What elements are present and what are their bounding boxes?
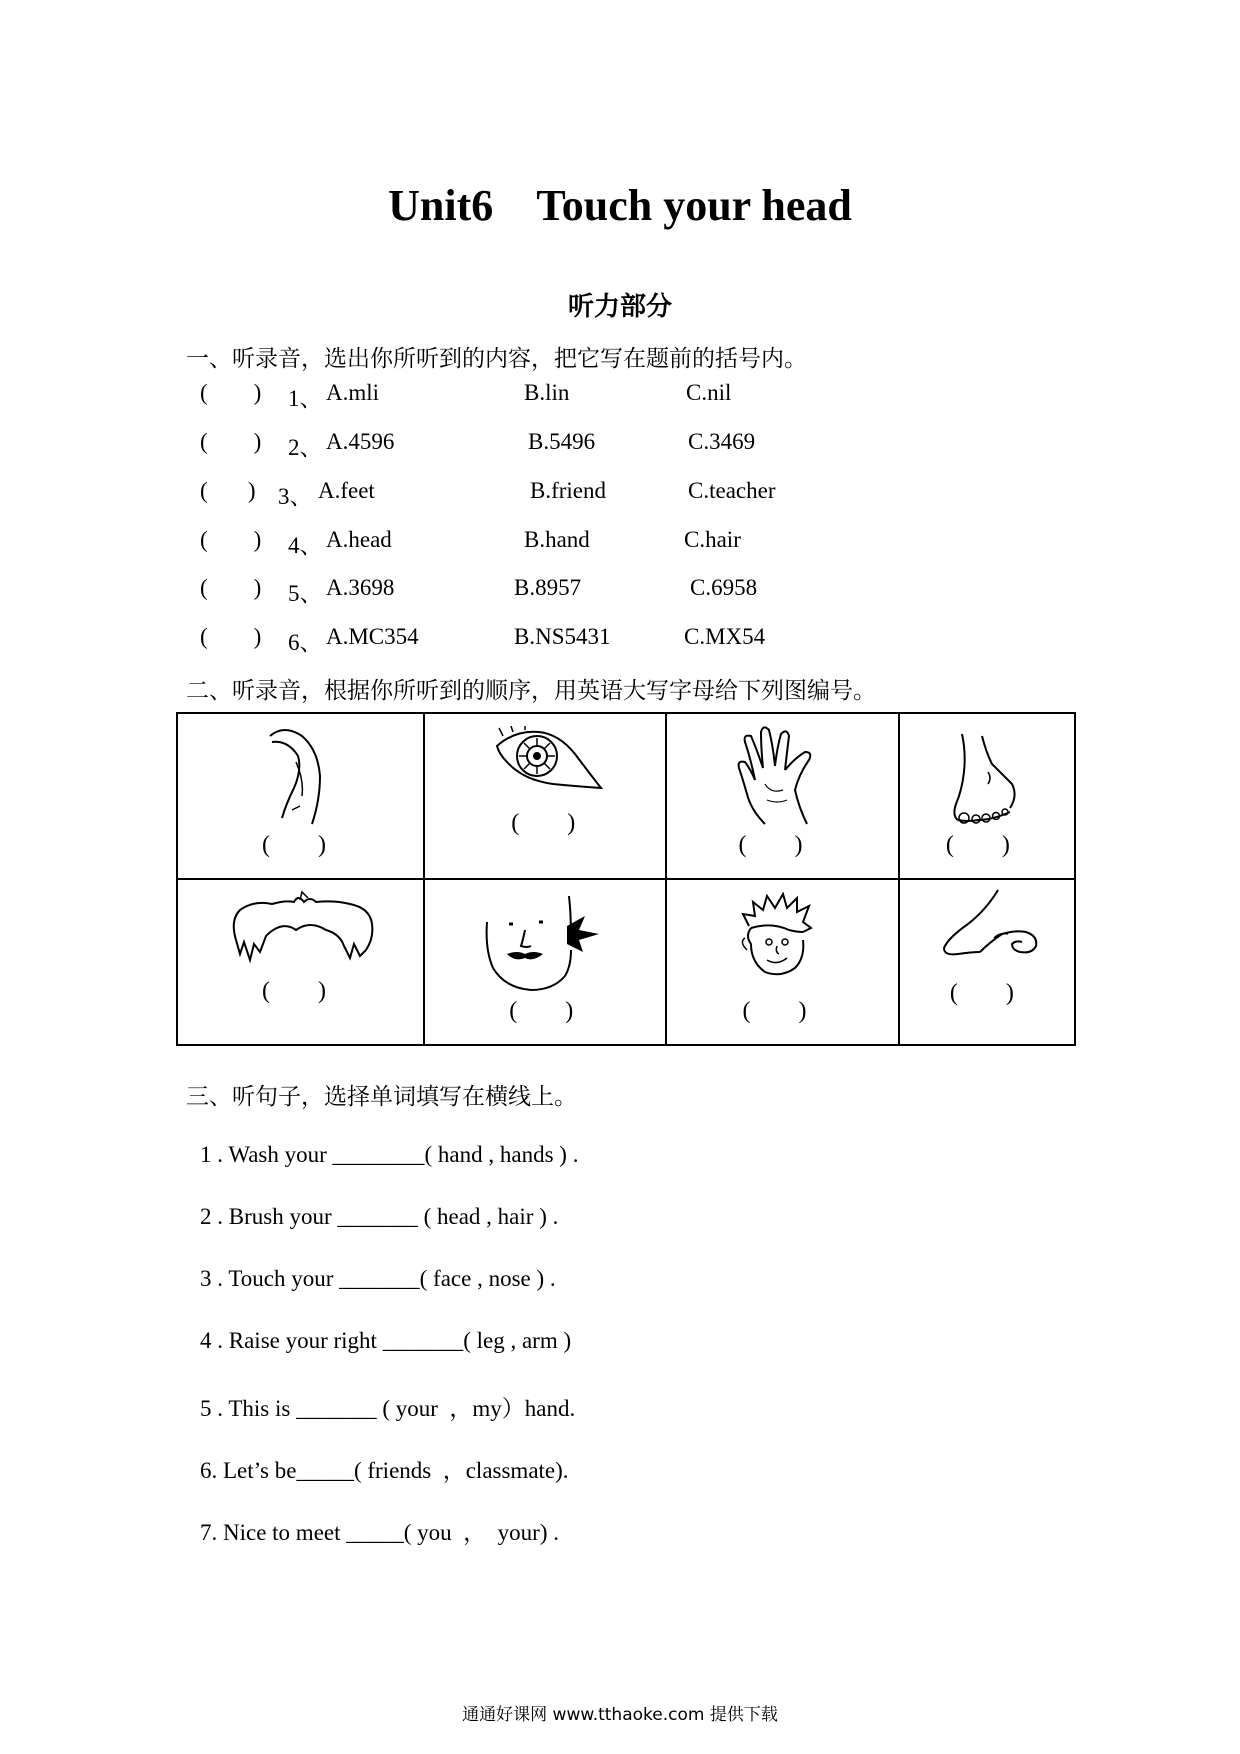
answer-bracket[interactable]: ( )	[200, 478, 256, 503]
picture-cell	[177, 879, 424, 1045]
foot-icon	[948, 732, 1020, 828]
answer-bracket[interactable]: ( )	[738, 832, 803, 858]
question-number: 2、	[288, 435, 323, 460]
option-c: C.nil	[686, 380, 732, 405]
picture-cell	[899, 879, 1075, 1045]
option-b: B.5496	[528, 429, 596, 454]
picture-cell	[899, 713, 1075, 879]
option-a: A.mli	[326, 380, 380, 405]
picture-cell	[424, 879, 665, 1045]
section3-instruction: 三、听句子，选择单词填写在横线上。	[186, 1084, 577, 1110]
question-number: 5、	[288, 581, 323, 606]
answer-bracket[interactable]: ( )	[509, 998, 574, 1024]
section2-instruction: 二、听录音，根据你所听到的顺序，用英语大写字母给下列图编号。	[186, 678, 876, 704]
question-number: 1、	[288, 386, 323, 411]
arm-icon	[262, 724, 342, 826]
answer-bracket[interactable]: ( )	[200, 380, 262, 405]
answer-bracket[interactable]: ( )	[945, 832, 1010, 858]
option-a: A.MC354	[326, 624, 419, 649]
answer-bracket[interactable]: ( )	[200, 527, 262, 552]
answer-bracket[interactable]: ( )	[200, 624, 262, 649]
page-title: Unit6 Touch your head	[388, 181, 852, 230]
option-b: B.friend	[530, 478, 607, 503]
question-number: 6、	[288, 630, 323, 655]
option-b: B.NS5431	[514, 624, 611, 649]
fill-in-sentence[interactable]: 4 . Raise your right _______( leg , arm )	[200, 1328, 572, 1353]
option-a: A.head	[326, 527, 392, 552]
footer-credit: 通通好课网 www.tthaoke.com 提供下载	[462, 1705, 778, 1725]
fill-in-sentence[interactable]: 6. Let’s be_____( friends ，classmate).	[200, 1458, 569, 1483]
answer-bracket[interactable]: ( )	[262, 832, 326, 858]
option-a: A.feet	[318, 478, 375, 503]
picture-cell	[666, 879, 899, 1045]
head-icon	[741, 892, 813, 978]
option-c: C.3469	[688, 429, 756, 454]
fill-in-sentence[interactable]: 2 . Brush your _______ ( head , hair ) .	[200, 1204, 559, 1229]
picture-grid	[176, 712, 1076, 1046]
hair-icon	[230, 890, 376, 966]
option-c: C.hair	[684, 527, 741, 552]
fill-in-sentence[interactable]: 1 . Wash your ________( hand , hands ) .	[200, 1142, 579, 1167]
option-b: B.8957	[514, 575, 582, 600]
option-b: B.hand	[524, 527, 590, 552]
fill-in-sentence[interactable]: 7. Nice to meet _____( you ， your) .	[200, 1520, 559, 1545]
question-number: 3、	[278, 484, 313, 509]
option-a: A.3698	[326, 575, 395, 600]
answer-bracket[interactable]: ( )	[511, 810, 576, 836]
fill-in-sentence[interactable]: 3 . Touch your _______( face , nose ) .	[200, 1266, 556, 1291]
answer-bracket[interactable]: ( )	[949, 980, 1014, 1006]
answer-bracket[interactable]: ( )	[262, 978, 326, 1004]
answer-bracket[interactable]: ( )	[200, 429, 262, 454]
section1-instruction: 一、听录音，选出你所听到的内容，把它写在题前的括号内。	[186, 346, 807, 372]
option-c: C.MX54	[684, 624, 766, 649]
picture-cell	[424, 713, 665, 879]
answer-bracket[interactable]: ( )	[200, 575, 262, 600]
option-b: B.lin	[524, 380, 570, 405]
answer-bracket[interactable]: ( )	[742, 998, 807, 1024]
option-c: C.6958	[690, 575, 758, 600]
option-c: C.teacher	[688, 478, 776, 503]
fill-in-sentence[interactable]: 5 . This is _______ ( your ，my）hand.	[200, 1396, 576, 1421]
nose-icon	[938, 888, 1042, 962]
option-a: A.4596	[326, 429, 395, 454]
eye-icon	[493, 726, 605, 798]
hand-icon	[737, 724, 821, 828]
face-icon	[483, 894, 607, 996]
picture-cell	[177, 713, 424, 879]
picture-cell	[666, 713, 899, 879]
page-subtitle: 听力部分	[567, 292, 672, 322]
question-number: 4、	[288, 533, 323, 558]
